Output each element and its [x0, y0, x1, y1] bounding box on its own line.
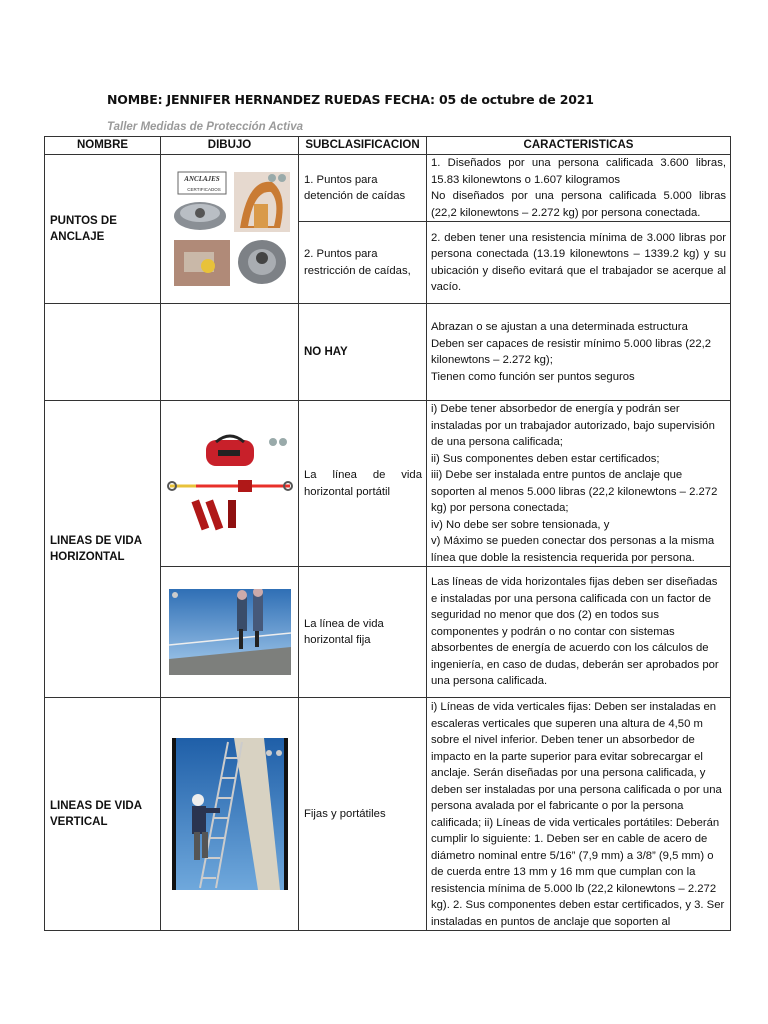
anchor-image-sublabel: CERTIFICADOS — [186, 187, 221, 192]
characteristics-text: i) Debe tener absorbedor de energía y podrán ser instaladas por un trabajador autorizado, bajo supervisión de una persona calificada; ii) Sus componentes deben estar certificados; iii) Debe ser instalada entre puntos de anclaje que soporten al menos 5.000 libras (22,2 kilonewtons – 2.272 kg) por persona conectada; iv) No debe ser sobre tensionada, y v) Máximo se pueden conectar dos personas a la misma línea que doble la resistencia requerida por persona. — [431, 403, 718, 564]
subclass-restriccion: 2. Puntos para restricción de caídas, — [299, 222, 427, 304]
row-name-anclaje: PUNTOS DE ANCLAJE — [45, 155, 161, 304]
row-name-vertical: LINEAS DE VIDA VERTICAL — [45, 698, 161, 931]
empty-name-cell — [45, 304, 161, 401]
anchor-image-cell — [161, 155, 299, 304]
characteristics-horizontal-portatil — [427, 401, 731, 567]
subclass-detencion: 1. Puntos para detención de caídas — [299, 155, 427, 222]
column-header: CARACTERISTICAS — [427, 137, 731, 155]
document-subtitle: Taller Medidas de Protección Activa — [107, 121, 303, 133]
anchor-points-image — [168, 168, 292, 290]
subclass-horizontal-fija: La línea de vida horizontal fija — [299, 567, 427, 698]
subclass-horizontal-portatil: La línea de vida horizontal portátil — [299, 401, 427, 567]
table-row — [45, 304, 731, 401]
anchor-image-label: ANCLAJES — [183, 175, 220, 183]
subclass-vertical: Fijas y portátiles — [299, 698, 427, 931]
fixed-lifeline-image — [169, 589, 291, 675]
characteristics-horizontal-fija: Las líneas de vida horizontales fijas deben ser diseñadas e instaladas por una persona calificada con un factor de seguridad no menor que dos (2) en todos sus componentes y podrán o no contar con sistemas absorbentes de energía de acuerdo con los cálculos de ingeniería, en caso de dudas, deberán ser aprobados por una persona calificada. — [427, 567, 731, 698]
column-header: SUBCLASIFICACION — [299, 137, 427, 155]
characteristics-no-hay — [427, 304, 731, 401]
table-row — [45, 401, 731, 567]
vertical-lifeline-image — [172, 738, 288, 890]
characteristics-text: Abrazan o se ajustan a una determinada estructura Deben ser capaces de resistir mínimo 5.000 libras (22,2 kilonewtons – 2.272 kg); Tienen como función ser puntos seguros — [431, 321, 712, 383]
column-header: NOMBRE — [45, 137, 161, 155]
characteristics-vertical: i) Líneas de vida verticales fijas: Deben ser instaladas en escaleras verticales que superen una altura de 4,50 m sobre el nivel inferior. Deben tener un absorbedor de impacto en la parte superior para evitar sobrecargar el anclaje. Serán diseñadas por una persona calificada, y deben ser instaladas por una persona calificada o por una persona avalada por el fabricante o por la persona calificada; ii) Líneas de vida verticales portátiles: Deberán cumplir lo siguiente: 1. Deben ser en cable de acero de diámetro nominal entre 5/16” (7,9 mm) a 3/8” (9,5 mm) o de cuerda entre 13 mm y 16 mm que cumplan con la resistencia mínima de 5.000 lb (22,2 kilonewtons – 2.272 kg). 2. Sus componentes deben estar certificados, y 3. Ser instaladas en puntos de anclaje que soporten al — [427, 698, 731, 931]
characteristics-text: 1. Diseñados por una persona calificada 3.600 libras, 15.83 kilonewtons o 1.607 kilogramos No diseñados por una persona calificada 5.000 libras (22,2 kilonewtons – 2.272 kg) por persona conectada. — [431, 157, 726, 219]
characteristics-detencion — [427, 155, 731, 222]
portable-lifeline-image — [166, 434, 294, 534]
table-row — [45, 155, 731, 222]
characteristics-restriccion: 2. deben tener una resistencia mínima de 3.000 libras por persona conectada (13.19 kilonewtons – 1339.2 kg) y su ubicación y diseño evitará que el trabajador se acerque al vacío. — [427, 222, 731, 304]
document-header: NOMBE: JENNIFER HERNANDEZ RUEDAS FECHA: 05 de octubre de 2021 — [107, 92, 594, 107]
subclass-no-hay: NO HAY — [299, 304, 427, 401]
table-row — [45, 698, 731, 931]
vertical-line-image-cell — [161, 698, 299, 931]
protection-table — [44, 136, 731, 931]
empty-image-cell — [161, 304, 299, 401]
portable-line-image-cell — [161, 401, 299, 567]
row-name-horizontal: LINEAS DE VIDA HORIZONTAL — [45, 401, 161, 698]
fixed-line-image-cell — [161, 567, 299, 698]
table-header-row — [45, 137, 731, 155]
column-header: DIBUJO — [161, 137, 299, 155]
